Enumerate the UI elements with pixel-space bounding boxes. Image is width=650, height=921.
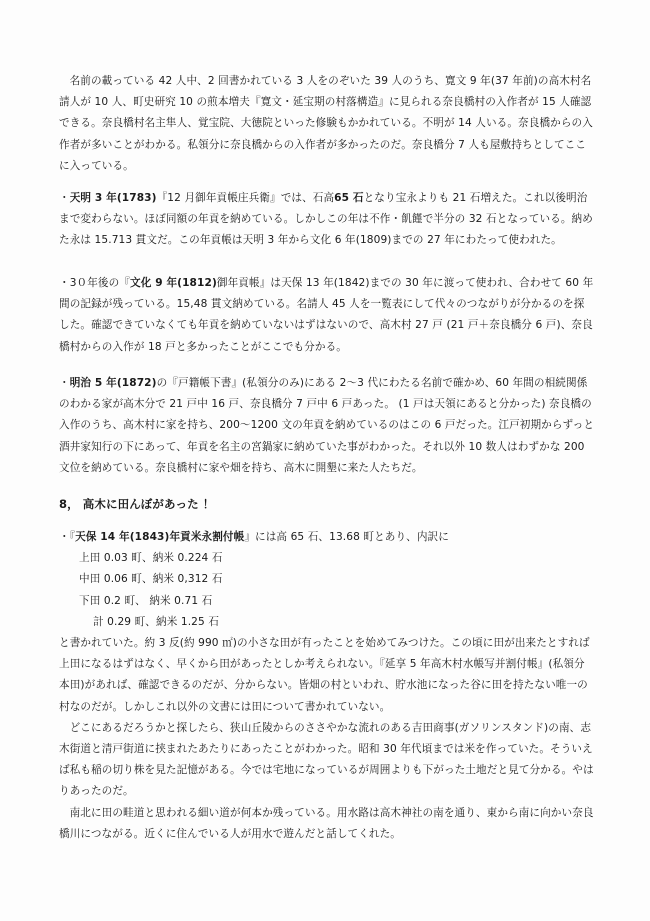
paragraph-text: どこにあるだろうかと探したら、狭山丘陵からのささやかな流れのある吉田商事(ガソリンスタンド)の南、志木街道と清戸街道に挟まれたあたりにあったことがわかった。昭和 30 年代頃までは米を作っていた。そういえば私も稲の切り株を見た記憶がある。今では宅地になっているが周囲よりも下がった土地だと見て分かる。やはりあったのだ。 xyxy=(59,721,594,798)
paragraph-text xyxy=(59,373,595,479)
paragraph-text xyxy=(59,527,595,548)
paragraph-text xyxy=(59,273,595,358)
bullet: ・ xyxy=(59,377,70,389)
paragraph-text xyxy=(59,188,595,252)
paragraph-1 xyxy=(59,71,595,177)
breakdown-total: 計 0.29 町、納米 1.25 石 xyxy=(93,615,220,628)
text: ・『 xyxy=(59,531,76,543)
text: 『12 月御年貢帳庄兵衛』では、石高 xyxy=(156,192,335,204)
paragraph-text: 南北に田の畦道と思われる細い道が何本か残っている。用水路は高木神社の南を通り、東から南に向かい奈良橋川につながる。近くに住んでいる人が用水で遊んだと話してくれた。 xyxy=(59,806,594,840)
section-heading: 8， 高木に田んぼがあった ！ xyxy=(59,497,215,511)
amount-bold: 65 石 xyxy=(334,192,364,204)
paragraph-tenmei xyxy=(59,188,595,252)
breakdown-row: 上田 0.03 町、納米 0.224 石 xyxy=(79,552,223,565)
breakdown-row: 下田 0.2 町、 納米 0.71 石 xyxy=(79,594,213,607)
year-bold: 明治 5 年(1872) xyxy=(69,377,157,389)
paragraph-text: と書かれていた。約 3 反(約 990 ㎡)の小さな田が有ったことを始めてみつけた。この頃に田が出来たとすれば上田になるはずはなく、早くから田があったとしか考えられない。『延享 5 年高木村水帳写并割付帳』(私領分本田)があれば、確認できるのだが、分からない。皆畑の村といわれ、貯水池になった谷に田を持たない唯一の村なのだが。しかしこれ以外の文書には田について書かれていない。 xyxy=(59,636,590,713)
bullet: ・ xyxy=(59,192,70,204)
paragraph-meiji xyxy=(59,373,595,479)
rice-breakdown xyxy=(59,548,595,633)
text: 』には高 65 石、13.68 町とあり、内訳に xyxy=(244,531,449,543)
year-bold: 天明 3 年(1783) xyxy=(69,192,157,204)
paragraph-tenpo xyxy=(59,527,595,845)
text: の『戸籍帳下書』(私領分のみ)にある 2～3 代にわたる名前で確かめ、60 年間の相続関係のわかる家が高木分で 21 戸中 16 戸、奈良橋分 7 戸中 6 戸あった。 (1 戸は天領にあると分かった) 奈良橋の入作のうち、高木村に家を持ち、200～1200 文の年貢を納めているのはこの 6 戸だった。江戸初期からずっと酒井家知行の下にあって、年貢を名主の宮鍋家に納めていた事がわかった。それ以外 10 数人はわずかな 200 文位を納めている。奈良橋村に家や畑を持ち、高木に開墾に来た人たちだ。 xyxy=(59,377,595,474)
breakdown-row: 中田 0.06 町、納米 0,312 石 xyxy=(79,573,223,586)
paragraph-bunka xyxy=(59,273,595,358)
text: となり宝永よりも 21 石増えた。これ以後明治まで変わらない。ほぼ同額の年貢を納めている。しかしこの年は不作・飢饉で半分の 32 石となっている。納めた永は 15.713 貫文だ。この年貢帳は天明 3 年から文化 6 年(1809)までの 27 年にわたって使われた。 xyxy=(59,192,593,247)
title-bold: 天保 14 年(1843)年貢米永割付帳 xyxy=(75,531,245,543)
year-bold: 文化 9 年(1812) xyxy=(130,277,217,289)
paragraph-text: 名前の載っている 42 人中、2 回書かれている 3 人をのぞいた 39 人のうち、寛文 9 年(37 年前)の高木村名請人が 10 人、町史研究 10 の煎本増夫『寛文・延宝期の村落構造』に見られる奈良橋村の入作者が 15 人確認できる。奈良橋村名主隼人、覚宝院、大徳院といった修験もかかれている。不明が 14 人いる。奈良橋からの入作者が多いことがわかる。私領分に奈良橋からの入作者が多かったのだ。奈良橋分 7 人も屋敷持ちとしてここに入っている。 xyxy=(59,75,593,172)
text: 御年貢帳』は天保 13 年(1842)までの 30 年に渡って使われ、合わせて 60 年間の記録が残っている。15,48 貫文納めている。名請人 45 人を一覧表にして代々のつながりが分かるのを探した。確認できていなくても年貢を納めていないはずはないので、高木村 27 戸 (21 戸＋奈良橋分 6 戸)、奈良橋村からの入作が 18 戸と多かったことがここでも分かる。 xyxy=(59,277,594,353)
text: ・3０年後の『 xyxy=(59,277,131,289)
